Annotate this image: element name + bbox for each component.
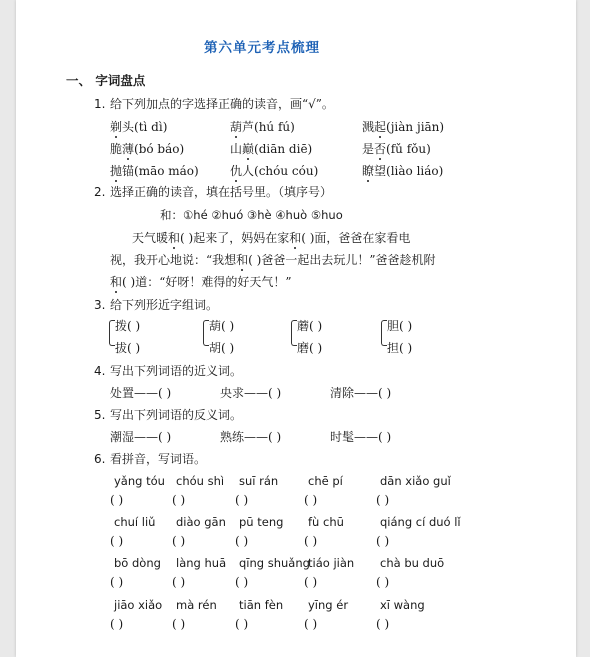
- answer-blank[interactable]: ( ): [172, 534, 186, 548]
- word-blank[interactable]: 拨( ): [115, 319, 141, 333]
- question-text: 给下列加点的字选择正确的读音，画“√”。: [110, 97, 334, 111]
- dotted-char: 仇: [230, 164, 243, 178]
- dotted-char: 和: [168, 231, 181, 245]
- pinyin-label: chà bu duō: [380, 556, 445, 570]
- word-blank[interactable]: 拔( ): [115, 341, 141, 355]
- pinyin-label: diào gān: [176, 515, 226, 529]
- pronunciation-options: 和：①hé ②huó ③hè ④huò ⑤huo: [160, 208, 343, 222]
- pinyin-label: bō dòng: [114, 556, 161, 570]
- item-text: 芦(hú fú): [242, 120, 295, 134]
- passage-line-1: [132, 231, 410, 245]
- item-text: (diān diē): [254, 142, 313, 156]
- passage-text: 视，我开心地说：“我想: [110, 253, 237, 267]
- item-text: (bó báo): [134, 142, 185, 156]
- answer-blank[interactable]: ( ): [304, 617, 318, 631]
- dotted-char: 葫: [230, 120, 243, 134]
- dotted-char: 和: [110, 275, 123, 289]
- dotted-char: 起: [374, 120, 387, 134]
- passage-text: ( )爸爸一起出去玩儿！”爸爸趁机附: [248, 253, 436, 267]
- passage-text: ( )面，爸爸在家看电: [301, 231, 411, 245]
- item-text: (jiàn jiān): [386, 120, 445, 134]
- answer-blank[interactable]: ( ): [110, 534, 124, 548]
- passage-text: ( )道：“好呀！难得的好天气！”: [122, 275, 292, 289]
- dotted-char: 和: [289, 231, 302, 245]
- answer-blank[interactable]: ( ): [172, 575, 186, 589]
- word-blank[interactable]: 担( ): [387, 341, 413, 355]
- item-text: 是: [362, 142, 375, 156]
- answer-blank[interactable]: ( ): [110, 575, 124, 589]
- synonym-blank[interactable]: 央求——( ): [220, 386, 282, 400]
- pinyin-label: mà rén: [176, 598, 217, 612]
- answer-blank[interactable]: ( ): [110, 493, 124, 507]
- answer-blank[interactable]: ( ): [304, 493, 318, 507]
- pinyin-label: tiān fèn: [239, 598, 284, 612]
- pinyin-label: tiáo jiàn: [308, 556, 355, 570]
- question-text: 写出下列词语的近义词。: [110, 364, 243, 378]
- pronunciation-item[interactable]: [362, 164, 443, 178]
- answer-blank[interactable]: ( ): [235, 617, 249, 631]
- pinyin-label: fù chū: [308, 515, 344, 529]
- item-text: 望(liào liáo): [374, 164, 444, 178]
- pinyin-label: chuí liǔ: [114, 515, 156, 529]
- question-number: 2.: [94, 185, 106, 199]
- question-number: 1.: [94, 97, 106, 111]
- pinyin-label: yīng ér: [308, 598, 349, 612]
- synonym-blank[interactable]: 清除——( ): [330, 386, 392, 400]
- answer-blank[interactable]: ( ): [376, 534, 390, 548]
- pronunciation-item[interactable]: [362, 120, 444, 134]
- answer-blank[interactable]: ( ): [376, 575, 390, 589]
- word-blank[interactable]: 胆( ): [387, 319, 413, 333]
- word-blank[interactable]: 磨( ): [297, 341, 323, 355]
- passage-line-3: [110, 275, 291, 289]
- pinyin-label: qīng shuǎng: [239, 556, 310, 570]
- question-number: 3.: [94, 298, 106, 312]
- question-text: 看拼音，写词语。: [110, 452, 207, 466]
- answer-blank[interactable]: ( ): [172, 493, 186, 507]
- word-blank[interactable]: 葫( ): [209, 319, 235, 333]
- antonym-blank[interactable]: 时髦——( ): [330, 430, 392, 444]
- question-number: 6.: [94, 452, 106, 466]
- item-text: 头(tì dì): [122, 120, 168, 134]
- pinyin-label: chóu shì: [176, 474, 225, 488]
- item-text: 人(chóu cóu): [242, 164, 319, 178]
- answer-blank[interactable]: ( ): [110, 617, 124, 631]
- page-title: 第六单元考点梳理: [204, 40, 320, 56]
- item-text: (fǔ fǒu): [386, 142, 431, 156]
- pronunciation-item[interactable]: [230, 164, 318, 178]
- answer-blank[interactable]: ( ): [172, 617, 186, 631]
- pinyin-label: pū teng: [239, 515, 284, 529]
- item-text: 溅: [362, 120, 375, 134]
- pronunciation-item[interactable]: [110, 120, 167, 134]
- dotted-char: 巅: [242, 142, 255, 156]
- dotted-char: 抛: [110, 164, 123, 178]
- pinyin-label: yǎng tóu: [114, 474, 165, 488]
- passage-text: ( )起来了，妈妈在家: [180, 231, 290, 245]
- word-blank[interactable]: 蘑( ): [297, 319, 323, 333]
- pronunciation-item[interactable]: [110, 164, 199, 178]
- answer-blank[interactable]: ( ): [235, 575, 249, 589]
- pronunciation-item[interactable]: [230, 142, 312, 156]
- synonym-blank[interactable]: 处置——( ): [110, 386, 172, 400]
- pinyin-label: dān xiǎo guǐ: [380, 474, 451, 488]
- answer-blank[interactable]: ( ): [235, 493, 249, 507]
- word-blank[interactable]: 胡( ): [209, 341, 235, 355]
- dotted-char: 否: [374, 142, 387, 156]
- passage-line-2: [110, 253, 435, 267]
- pronunciation-item[interactable]: [362, 142, 431, 156]
- document-page: [16, 0, 576, 657]
- pinyin-label: suī rán: [239, 474, 279, 488]
- answer-blank[interactable]: ( ): [304, 575, 318, 589]
- question-text: 写出下列词语的反义词。: [110, 408, 243, 422]
- pronunciation-item[interactable]: [230, 120, 295, 134]
- dotted-char: 剃: [110, 120, 123, 134]
- dotted-char: 瞭: [362, 164, 375, 178]
- item-text: 锚(māo máo): [122, 164, 199, 178]
- dotted-char: 和: [236, 253, 249, 267]
- answer-blank[interactable]: ( ): [376, 617, 390, 631]
- item-text: 脆: [110, 142, 123, 156]
- antonym-blank[interactable]: 熟练——( ): [220, 430, 282, 444]
- dotted-char: 薄: [122, 142, 135, 156]
- antonym-blank[interactable]: 潮湿——( ): [110, 430, 172, 444]
- pinyin-label: xī wàng: [380, 598, 425, 612]
- pinyin-label: làng huā: [176, 556, 227, 570]
- pinyin-label: chē pí: [308, 474, 343, 488]
- answer-blank[interactable]: ( ): [376, 493, 390, 507]
- pinyin-label: qiáng cí duó lǐ: [380, 515, 461, 529]
- question-text: 给下列形近字组词。: [110, 298, 219, 312]
- passage-text: 天气暖: [132, 231, 169, 245]
- question-number: 4.: [94, 364, 106, 378]
- pinyin-label: jiāo xiǎo: [114, 598, 163, 612]
- answer-blank[interactable]: ( ): [304, 534, 318, 548]
- question-text: 选择正确的读音，填在括号里。（填序号）: [110, 185, 333, 199]
- section-heading: 一、 字词盘点: [66, 73, 146, 88]
- question-number: 5.: [94, 408, 106, 422]
- pronunciation-item[interactable]: [110, 142, 184, 156]
- item-text: 山: [230, 142, 243, 156]
- answer-blank[interactable]: ( ): [235, 534, 249, 548]
